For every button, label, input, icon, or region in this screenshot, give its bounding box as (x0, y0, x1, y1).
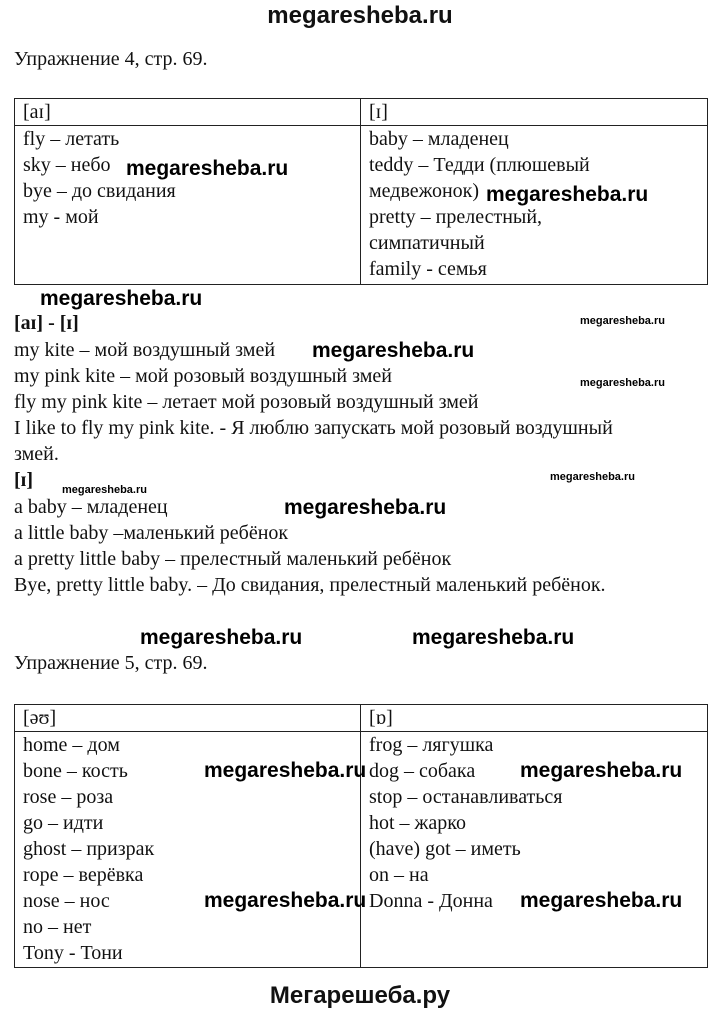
watermark-small: megaresheba.ru (550, 471, 635, 483)
exercise-5-table (14, 704, 708, 968)
list-item: rope – верёвка (23, 864, 144, 886)
phrase-line: Bye, pretty little baby. – До свидания, прелестный маленький ребёнок. (14, 574, 606, 596)
list-item: ghost – призрак (23, 838, 155, 860)
list-item: rose – роза (23, 786, 114, 808)
list-item: hot – жарко (369, 812, 466, 834)
watermark-small: megaresheba.ru (62, 484, 147, 496)
phrases-1-heading: [aɪ] - [ɪ] (14, 312, 79, 334)
site-footer: Мегарешеба.ру (269, 982, 451, 1009)
watermark: megaresheba.ru (284, 496, 447, 519)
list-item: медвежонок) (369, 180, 480, 202)
table-header-i: [ɪ] (361, 99, 708, 126)
watermark: megaresheba.ru (204, 759, 367, 782)
phrases-2-heading: [ɪ] (14, 469, 34, 491)
watermark: megaresheba.ru (204, 889, 367, 912)
phrase-line: a little baby –маленький ребёнок (14, 522, 289, 544)
phrase-line: змей. (14, 443, 59, 465)
list-item: bone – кость (23, 760, 128, 782)
watermark: megaresheba.ru (412, 626, 575, 649)
table-header-ou: [əʊ] (15, 705, 361, 732)
watermark: megaresheba.ru (486, 183, 649, 206)
watermark-small: megaresheba.ru (580, 315, 665, 327)
list-item: pretty – прелестный, (369, 206, 543, 228)
watermark: megaresheba.ru (312, 339, 475, 362)
watermark-small: megaresheba.ru (580, 377, 665, 389)
list-item: home – дом (23, 734, 120, 756)
list-item: nose – нос (23, 890, 110, 912)
list-item: sky – небо (23, 154, 111, 176)
watermark: megaresheba.ru (520, 889, 683, 912)
list-item: go – идти (23, 812, 104, 834)
site-header: megaresheba.ru (267, 2, 453, 29)
list-item: family - семья (369, 258, 487, 280)
phrase-line: a pretty little baby – прелестный маленький ребёнок (14, 548, 452, 570)
table-header-ai: [aɪ] (15, 99, 361, 126)
list-item: frog – лягушка (369, 734, 494, 756)
list-item: my - мой (23, 206, 99, 228)
watermark: megaresheba.ru (126, 157, 289, 180)
phrase-line: my pink kite – мой розовый воздушный змей (14, 365, 392, 387)
list-item: Tony - Тони (23, 942, 123, 964)
exercise-4-title: Упражнение 4, стр. 69. (14, 48, 208, 70)
phrase-line: fly my pink kite – летает мой розовый воздушный змей (14, 391, 479, 413)
list-item: Donna - Донна (369, 890, 493, 912)
list-item: bye – до свидания (23, 180, 176, 202)
list-item: teddy – Тедди (плюшевый (369, 154, 590, 176)
list-item: fly – летать (23, 128, 120, 150)
phrase-line: I like to fly my pink kite. - Я люблю запускать мой розовый воздушный (14, 417, 613, 439)
list-item: симпатичный (369, 232, 485, 254)
list-item: no – нет (23, 916, 92, 938)
list-item: stop – останавливаться (369, 786, 563, 808)
watermark: megaresheba.ru (40, 287, 203, 310)
table-header-o: [ɒ] (361, 705, 708, 732)
list-item: dog – собака (369, 760, 476, 782)
watermark: megaresheba.ru (140, 626, 303, 649)
phrase-line: my kite – мой воздушный змей (14, 339, 276, 361)
exercise-5-title: Упражнение 5, стр. 69. (14, 652, 208, 674)
table-col-ai (15, 126, 361, 285)
list-item: on – на (369, 864, 429, 886)
list-item: baby – младенец (369, 128, 509, 150)
watermark: megaresheba.ru (520, 759, 683, 782)
phrase-line: a baby – младенец (14, 496, 168, 518)
list-item: (have) got – иметь (369, 838, 521, 860)
